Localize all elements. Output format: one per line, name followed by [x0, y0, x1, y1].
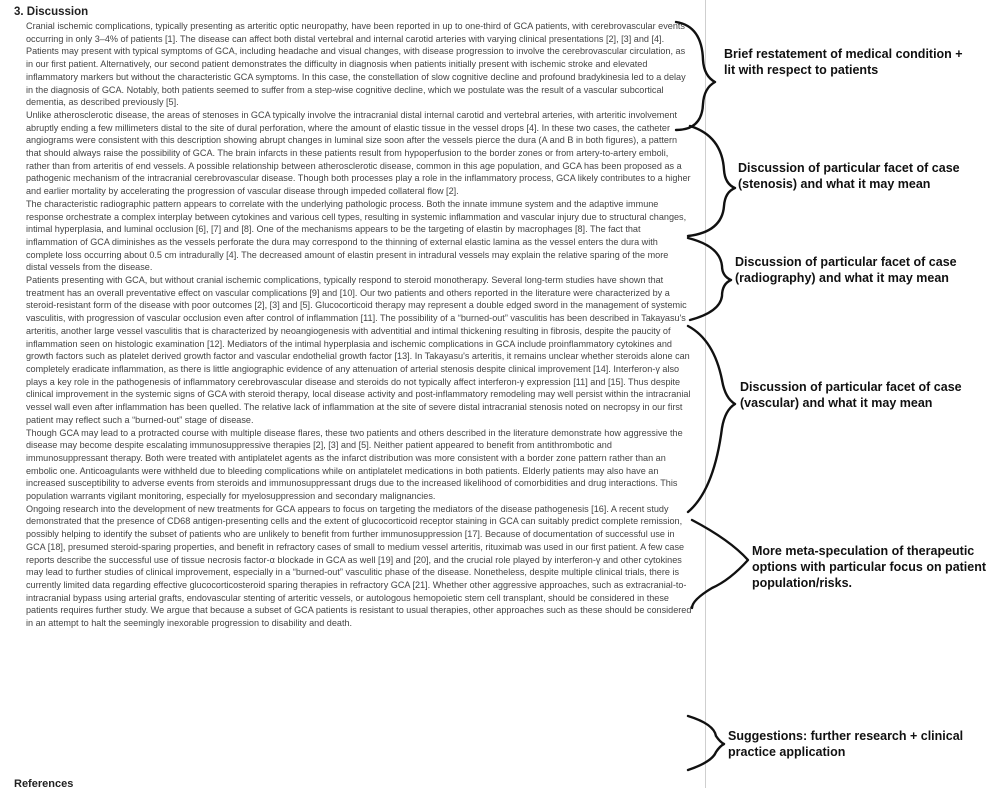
- annotation-suggestions: Suggestions: further research + clinical practice application: [728, 729, 964, 759]
- annotation-radiography: Discussion of particular facet of case (radiography) and what it may mean: [735, 255, 957, 285]
- discussion-body: [26, 20, 692, 630]
- paragraph-vascular: Patients presenting with GCA, but without cranial ischemic complications, typically respond to steroid monotherapy. Several long-term studies have shown that treatment has an overall preventative effect on vascular complications [9] and [10]. Our two patients and others reported in the literature were characterized by a steroid-resistant form of the disease with poor outcomes [2], [3] and [5]. Glucocorticoid therapy may represent a double edged sword in the management of systemic vasculitis, with progression of vascular occlusion even after control of inflammation [11]. The possibility of a “burned-out” vasculitis has been described in Takayasu's arteritis, another large vessel vasculitis that is characterized by neoangiogenesis with adventitial and intimal thickening resulting in fibrosis, despite the paucity of inflammation seen on histologic examination [12]. Mediators of the intimal hyperplasia and ischemic complications in GCA include proinflammatory cytokines and growth factors such as platelet derived growth factor and vascular endothelial growth factor [13]. In Takayasu's arteritis, it remains unclear whether steroids alone can completely eradicate inflammation, as there is little angiographic evidence of any attenuation of arterial stenosis despite clinical improvement [14]. Interferon-γ also plays a key role in the pathogenesis of inflammatory cerebrovascular disease and steroids do not typically affect interferon-γ expression [11] and [15]. Thus despite clinical improvement in the systemic signs of GCA with steroid therapy, local disease activity and post-inflammatory remodeling may well persist within the intracranial vessel wall even after inflammation has been quelled. The relative lack of inflammation at the site of severe distal intracranial stenosis noted on necropsy in our first patient may reflect such a “burned-out” stage of disease.: [26, 275, 691, 425]
- paragraph-radiography: The characteristic radiographic pattern appears to correlate with the underlying pathologic process. Both the innate immune system and the adaptive immune response orchestrate a complex interplay between cytokines and various cell types, resulting in systemic inflammation and vascular injury due to structural changes, intimal hyperplasia, and luminal occlusion [6], [7] and [8]. One of the mechanisms appears to be the targeting of elastin by macrophages [8]. The fact that inflammation of GCA diminishes as the vessels perforate the dura may correspond to the thinning of external elastic lamina as the vessel enters the dura with complete loss occurring about 0.5 cm intradurally [4]. The decreased amount of elastin present in intradural vessels may explain the relative sparing of the more distal vessels from the disease.: [26, 198, 687, 273]
- annotation-therapy: More meta-speculation of therapeutic options with particular focus on patient population/risks.: [752, 544, 987, 590]
- annotation-vascular: Discussion of particular facet of case (vascular) and what it may mean: [740, 380, 962, 410]
- paragraph-stenosis: Unlike atherosclerotic disease, the areas of stenoses in GCA typically involve the intracranial distal internal carotid and vertebral arteries, with arteritic involvement abruptly ending a few millimeters distal to the site of dural perforation, where the amount of elastic tissue in the vessel drops [4]. In these two cases, the catheter angiograms were consistent with this description showing abrupt changes in luminal size soon after the vessels pierce the dura (A and B in both figures), a pattern that should always raise the possibility of GCA. The brain infarcts in these patients result from hypoperfusion to the border zones or from artery-to-artery emboli, rather than from arteritis of end vessels. A possible relationship between atherosclerotic disease, common in this age population, and GCA has been proposed as a pathogenic mechanism of the intracranial cerebrovascular disease. Though both processes play a role in the inflammatory process, GCA likely contributes to a higher and earlier mortality by accelerating the progression of vascular disease through impeded collateral flow [2].: [26, 109, 691, 197]
- paragraph-future-research: Ongoing research into the development of new treatments for GCA appears to focus on targeting the mediators of the disease pathogenesis [16]. A recent study demonstrated that the presence of CD68 antigen-presenting cells and the extent of glucocorticoid receptor staining in GCA can suitably predict complete remission, possibly helping to identify the subset of patients who are unlikely to benefit from further immunosuppression [17]. Because of documentation of successful use in GCA [18], presumed steroid-sparing properties, and benefit in refractory cases of small to medium vessel arteritis, rituximab was used in our first patient. A few case reports describe the successful use of tissue necrosis factor-α blockade in GCA as well [19] and [20], and the crucial role played by interferon-γ and other cytokines may lead to further studies of clinical improvement, especially in a “burned-out” vasculitic phase of the disease. Nonetheless, despite multiple clinical trials, there is currently limited data regarding effective glucocorticosteroid sparing therapies in refractory GCA [21]. Whether other aggressive approaches, such as extracranial-to-intracranial bypass using arterial grafts, endovascular stenting of arteritic vessels, or autologous hemopoietic stem cell transplant, should be considered in these patients requires further study. We argue that because a subset of GCA patients is resistant to usual therapies, other approaches such as these should be considered in an attempt to halt the seemingly inexorable progression to disability and death.: [26, 503, 692, 629]
- references-heading: References: [14, 778, 74, 788]
- section-heading: 3. Discussion: [14, 6, 89, 18]
- paragraph-intro: Cranial ischemic complications, typically presenting as arteritic optic neuropathy, have been reported in up to one-third of GCA patients, with cerebrovascular events occurring in only 3–4% of patients [1]. The disease can affect both distal vertebral and internal carotid arteries with varying clinical presentations [2], [3] and [4]. Patients may present with typical symptoms of GCA, including headache and visual changes, with disease progression to involve the cerebrovascular circulation, as in our first patient. Alternatively, our second patient demonstrates the difficulty in diagnosis when patients initially present with ischemic stroke and elevated inflammatory markers but without the characteristic GCA symptoms. In this case, the constellation of slow cognitive decline and profound bradykinesia led to a delay in the diagnosis of GCA. Notably, both patients seemed to suffer from a step-wise cognitive decline, which we postulate was the result of a vascular subcortical dementia, as described previously [5].: [26, 21, 686, 108]
- paragraph-therapy: Though GCA may lead to a protracted course with multiple disease flares, these two patients and others described in the literature demonstrate how aggressive the disease may become despite escalating immunosuppressive therapies [2], [3] and [5]. Neither patient appeared to benefit from antithrombotic and immunosuppressant therapy. Both were treated with antiplatelet agents as the infarct distribution was more consistent with a border zone pattern rather than an embolic one. Anticoagulants were withheld due to bleeding complications while on antiplatelet medications in both patients. Elderly patients may also have an increased susceptibility to adverse events from steroids and immunosuppressant drugs due to the increased likelihood of comorbidities and drug interactions. This population warrants vigilant monitoring, especially for myelosuppression and secondary malignancies.: [26, 427, 683, 502]
- annotation-stenosis: Discussion of particular facet of case (stenosis) and what it may mean: [738, 161, 960, 191]
- annotation-intro: Brief restatement of medical condition + lit with respect to patients: [724, 47, 963, 77]
